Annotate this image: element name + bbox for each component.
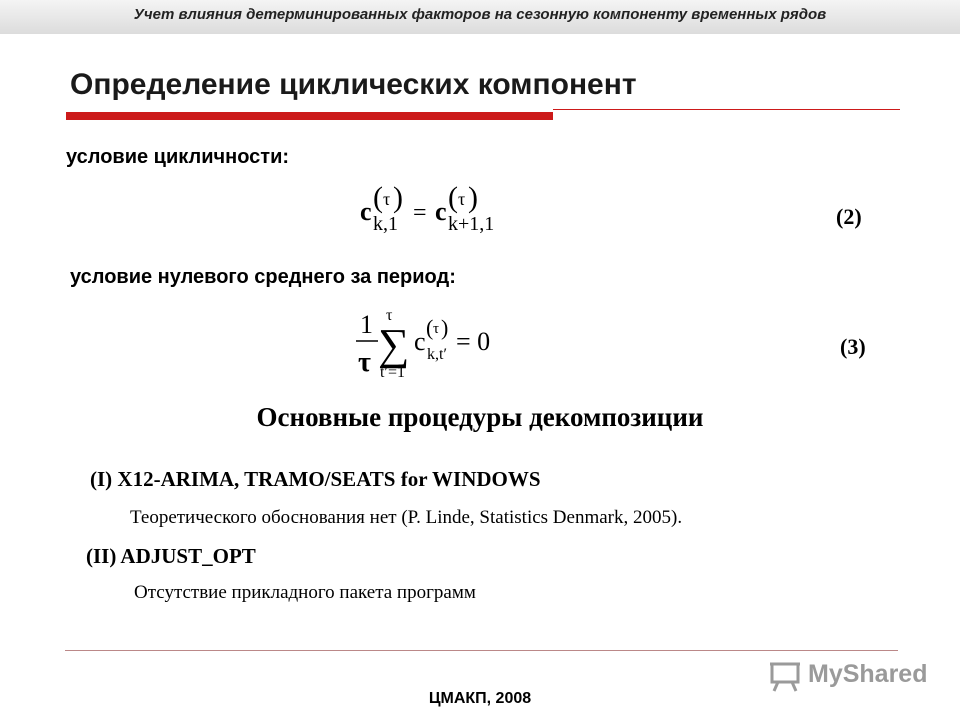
footer-divider [65, 650, 898, 651]
eq2-tau-right: τ [458, 189, 466, 209]
cyclicity-condition-label: условие цикличности: [66, 146, 290, 168]
watermark-text: MyShared [808, 660, 928, 688]
decomposition-subheading: Основные процедуры декомпозиции [256, 402, 704, 432]
eq3-lower-limit: t′=1 [380, 364, 405, 381]
equation-3-number: (3) [840, 334, 866, 359]
eq2-c-right: c [435, 197, 447, 226]
eq2-c-left: c [360, 197, 372, 226]
eq2-paren-left-close: ) [393, 181, 403, 214]
presentation-board-icon [768, 658, 804, 694]
eq3-subscript: k,t′ [427, 346, 447, 363]
equation-2 [355, 180, 515, 240]
zero-mean-condition-label: условие нулевого среднего за период: [70, 266, 456, 288]
sigma-icon: ∑ [378, 320, 410, 369]
eq3-upper-limit: τ [386, 307, 393, 324]
eq2-tau-left: τ [383, 189, 391, 209]
eq2-subscript-left: k,1 [373, 213, 398, 235]
title-underline-line [553, 109, 900, 110]
procedure-1-description: Теоретического обоснования нет (P. Linde, Statistics Denmark, 2005). [130, 507, 683, 528]
eq2-paren-left-open: ( [373, 181, 383, 214]
equation-2-number: (2) [836, 204, 862, 229]
eq3-paren-open: ( [426, 315, 434, 340]
eq2-equals: = [413, 200, 427, 226]
eq2-paren-right-open: ( [448, 181, 458, 214]
eq3-tau-super: τ [433, 321, 440, 337]
eq2-paren-right-close: ) [468, 181, 478, 214]
procedure-2-description: Отсутствие прикладного пакета программ [134, 582, 476, 603]
eq3-rhs: = 0 [456, 327, 491, 356]
eq3-paren-close: ) [441, 315, 449, 340]
equation-3 [352, 305, 522, 385]
eq2-subscript-right: k+1,1 [448, 213, 495, 235]
eq3-numerator-one: 1 [360, 310, 373, 339]
procedure-2-label: (II) ADJUST_OPT [86, 544, 256, 568]
eq3-denominator-tau: τ [358, 347, 371, 378]
eq3-c: c [414, 327, 426, 356]
footer-text: ЦМАКП, 2008 [428, 690, 532, 707]
procedure-1-label: (I) X12-ARIMA, TRAMO/SEATS for WINDOWS [90, 467, 541, 491]
slide-title: Определение циклических компонент [70, 68, 637, 101]
presentation-header: Учет влияния детерминированных факторов на сезонную компоненту временных рядов [133, 6, 827, 23]
title-underline-bar [66, 112, 553, 120]
